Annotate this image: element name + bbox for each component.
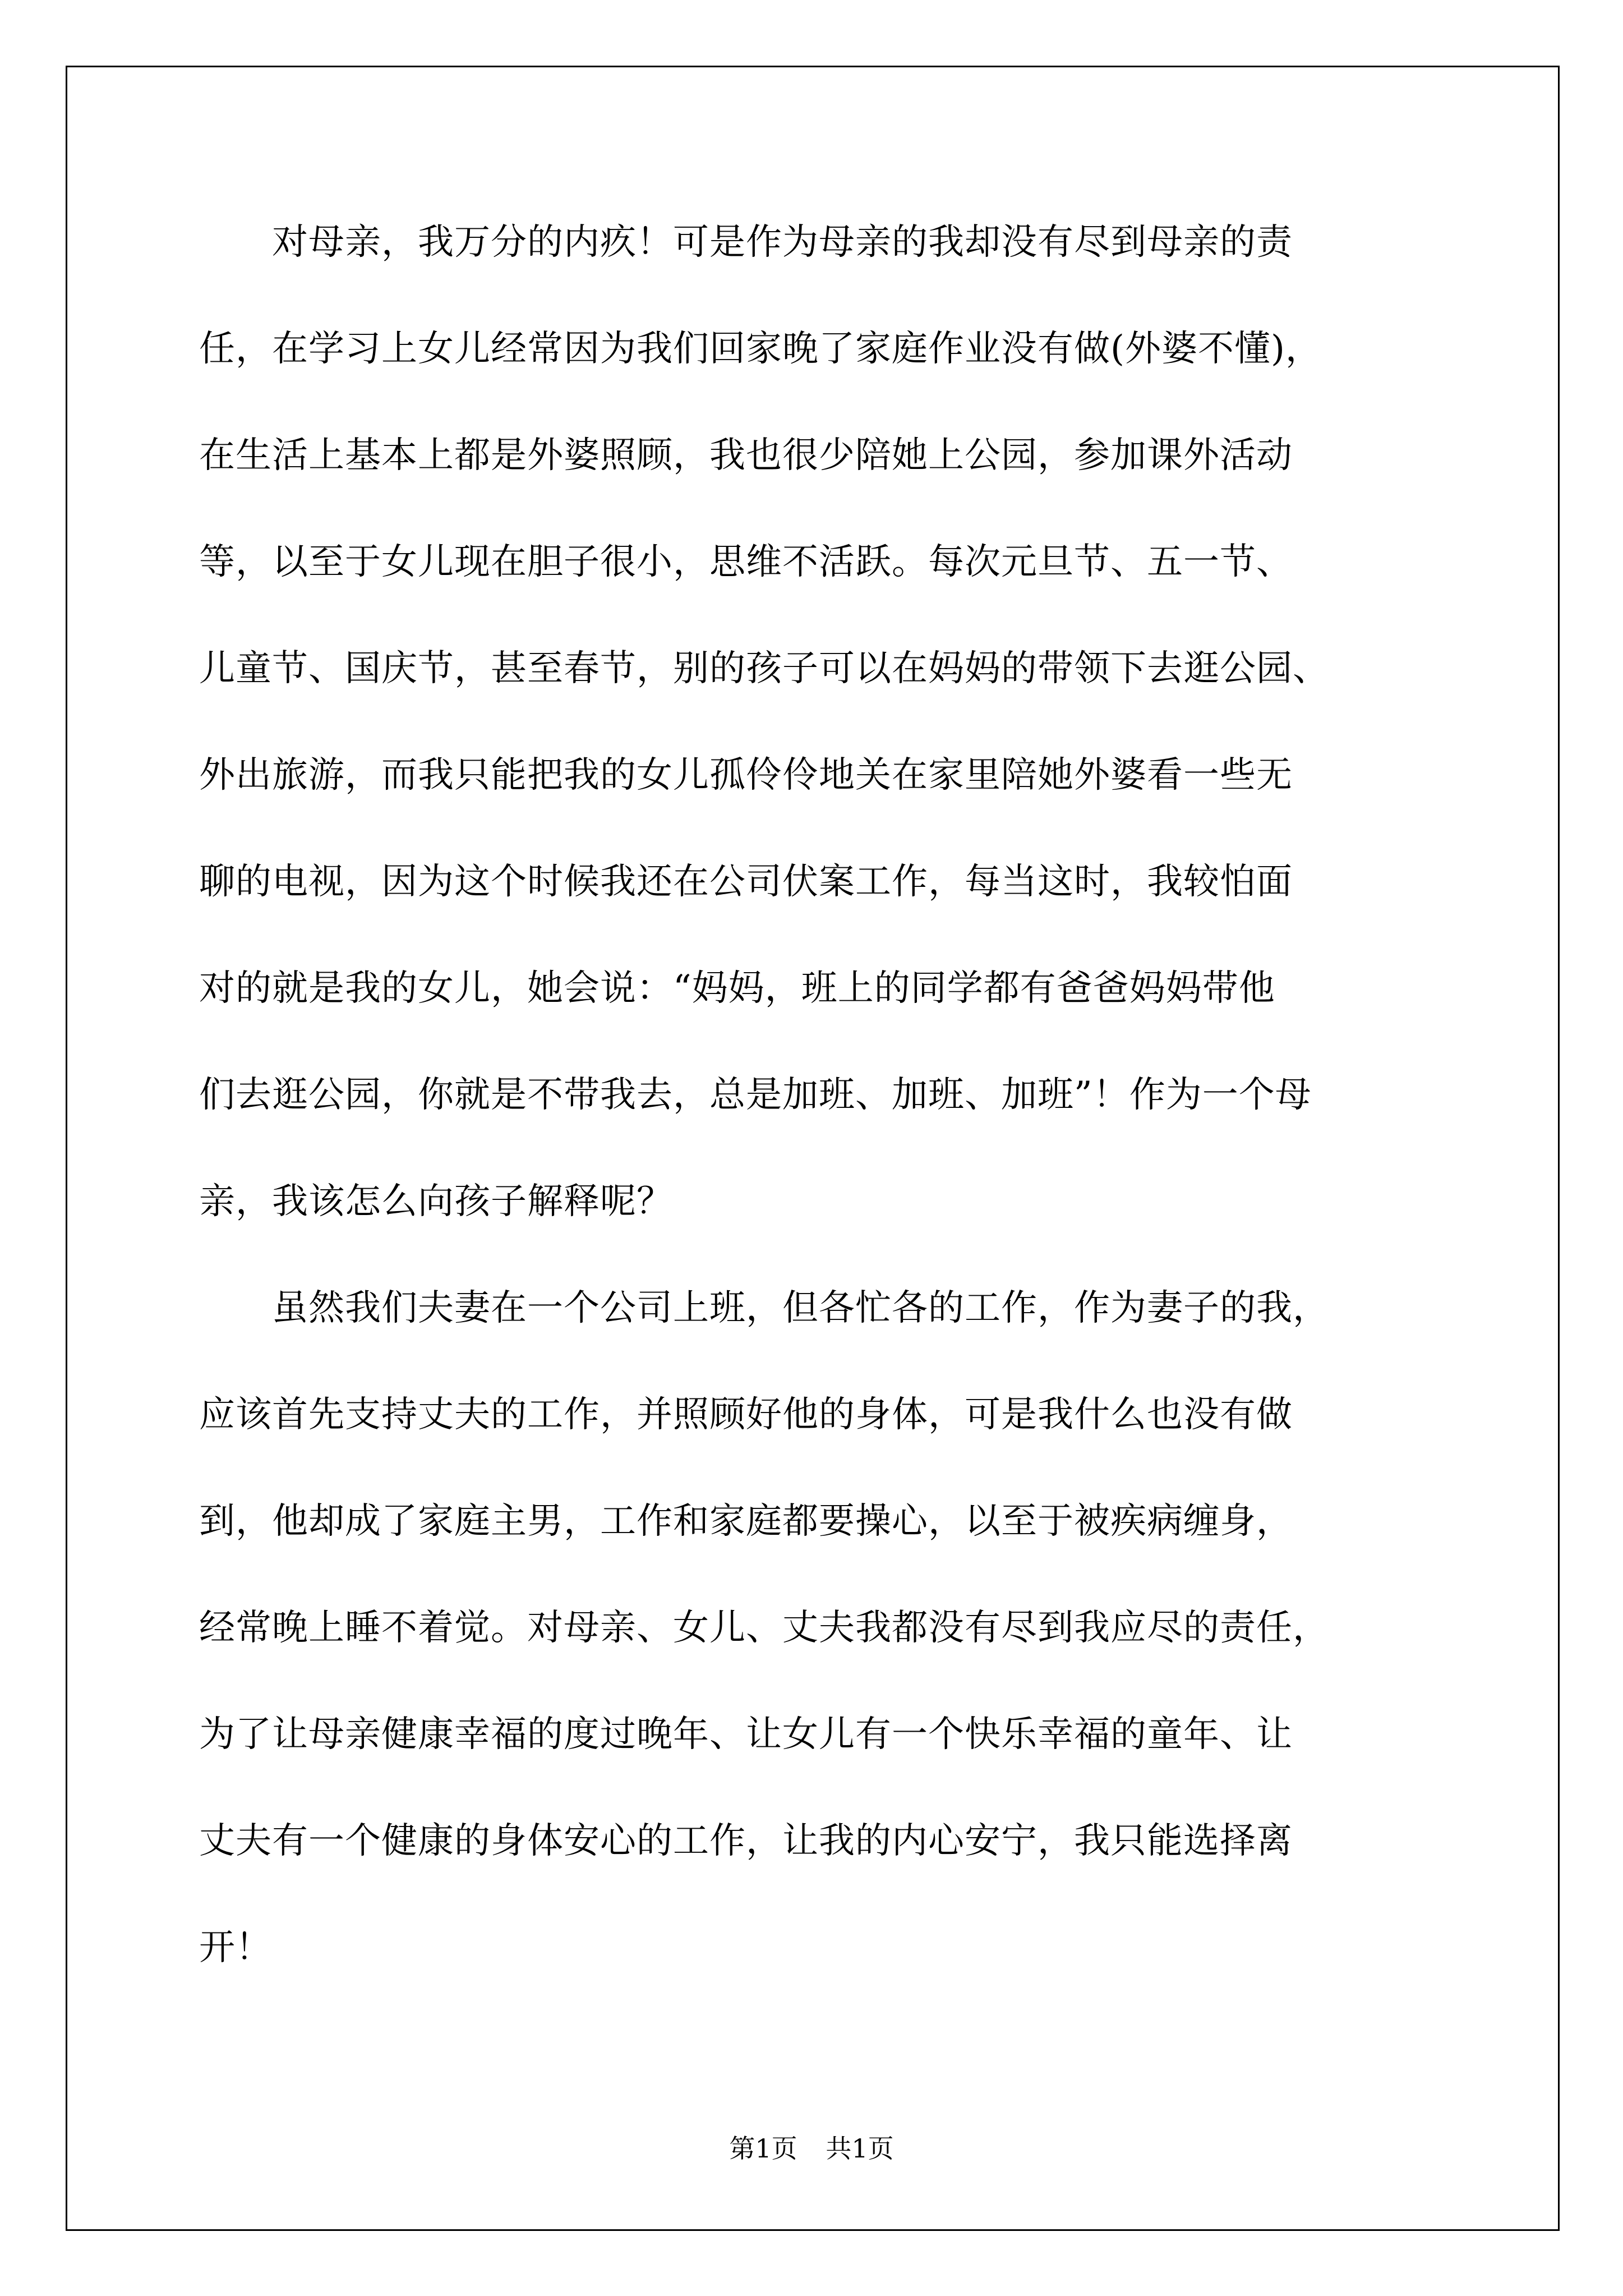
- paragraph-1-line-7: 聊的电视，因为这个时候我还在公司伏案工作，每当这时，我较怕面: [199, 861, 1293, 903]
- page-border: [66, 66, 1560, 2231]
- paragraph-2-line-1: 虽然我们夫妻在一个公司上班，但各忙各的工作，作为妻子的我，: [199, 1287, 1329, 1329]
- paragraph-2-line-2: 应该首先支持丈夫的工作，并照顾好他的身体，可是我什么也没有做: [199, 1394, 1293, 1435]
- paragraph-1-line-1: 对母亲，我万分的内疚！可是作为母亲的我却没有尽到母亲的责: [199, 222, 1293, 263]
- paragraph-2-line-7: 开！: [199, 1927, 272, 1968]
- page-number-total: 共1页: [826, 2133, 894, 2164]
- paragraph-1-line-8: 对的就是我的女儿，她会说：“妈妈，班上的同学都有爸爸妈妈带他: [199, 968, 1275, 1009]
- paragraph-1-line-3: 在生活上基本上都是外婆照顾，我也很少陪她上公园，参加课外活动: [199, 435, 1293, 476]
- paragraph-2-line-5: 为了让母亲健康幸福的度过晚年、让女儿有一个快乐幸福的童年、让: [199, 1714, 1293, 1755]
- paragraph-2-line-3: 到，他却成了家庭主男，工作和家庭都要操心，以至于被疾病缠身，: [199, 1501, 1293, 1542]
- page-number-current: 第1页: [729, 2133, 797, 2164]
- paragraph-1-line-9: 们去逛公园，你就是不带我去，总是加班、加班、加班”！作为一个母: [199, 1074, 1312, 1116]
- paragraph-1-line-10: 亲，我该怎么向孩子解释呢？: [199, 1181, 673, 1222]
- paragraph-1-line-2: 任，在学习上女儿经常因为我们回家晚了家庭作业没有做(外婆不懂)，: [199, 328, 1322, 370]
- paragraph-1-line-4: 等，以至于女儿现在胆子很小，思维不活跃。每次元旦节、五一节、: [199, 541, 1293, 583]
- paragraph-2-line-4: 经常晚上睡不着觉。对母亲、女儿、丈夫我都没有尽到我应尽的责任，: [199, 1607, 1329, 1649]
- paragraph-1-line-6: 外出旅游，而我只能把我的女儿孤伶伶地关在家里陪她外婆看一些无: [199, 754, 1293, 796]
- page-footer: [0, 2132, 1623, 2165]
- paragraph-2-line-6: 丈夫有一个健康的身体安心的工作，让我的内心安宁，我只能选择离: [199, 1820, 1293, 1862]
- paragraph-1-line-5: 儿童节、国庆节，甚至春节，别的孩子可以在妈妈的带领下去逛公园、: [199, 648, 1329, 689]
